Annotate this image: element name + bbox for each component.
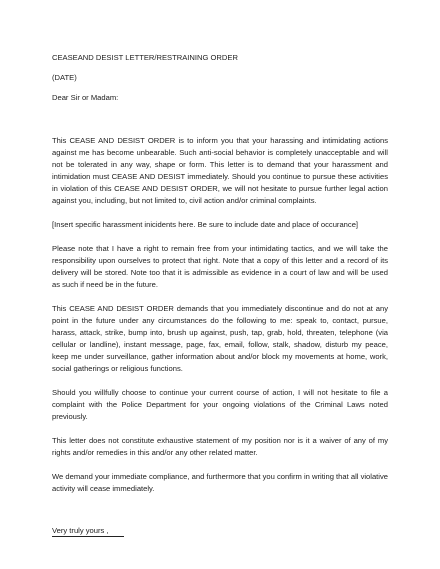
paragraph-compliance: We demand your immediate compliance, and furthermore that you confirm in writing that all violative activity will cease immediately. [52,472,388,493]
letter-title: CEASEAND DESIST LETTER/RESTRAINING ORDER [52,53,238,62]
paragraph-police: Should you willfully choose to continue your current course of action, I will not hesitate to file a complaint with the Police Department for your ongoing violations of the Criminal Laws noted previously. [52,388,388,421]
paragraph-rights: Please note that I have a right to remain free from your intimidating tactics, and we will take the responsibility upon ourselves to protect that right. Note that a copy of this letter and a record of its delivery will be stored. Note too that it is admissible as evidence in a court of law and will be used as such if need be in the future. [52,244,388,289]
paragraph-demands: This CEASE AND DESIST ORDER demands that you immediately discontinue and do not at any point in the future under any circumstances do the following to me: speak to, contact, pursue, harass, attack, strike, bump into, brush up against, push, tap, grab, hold, threaten, telephone (via cellular or landline), instant message, page, fax, email, follow, stalk, shadow, disturb my peace, keep me under surveillance, gather information about and/or block my movements at home, work, social gatherings or religious functions. [52,304,388,373]
signature-line [52,536,124,537]
paragraph-intro: This CEASE AND DESIST ORDER is to inform you that your harassing and intimidating actions against me has become unbearable. Such anti-social behavior is completely unacceptable and will not be tolerated in any way, shape or form. This letter is to demand that your harassment and intimidation must CEASE AND DESIST immediately. Should you continue to pursue these activities in violation of this CEASE AND DESIST ORDER, we will not hesitate to pursue further legal action against you, including, but not limited to, civil action and/or criminal complaints. [52,136,388,205]
closing: Very truly yours , [52,526,109,535]
salutation: Dear Sir or Madam: [52,93,119,102]
paragraph-incidents-placeholder: [Insert specific harassment inicidents here. Be sure to include date and place of occurance] [52,220,359,229]
letter-date: (DATE) [52,73,77,82]
paragraph-waiver: This letter does not constitute exhaustive statement of my position nor is it a waiver of any of my rights and/or remedies in this and/or any other related matter. [52,436,388,457]
